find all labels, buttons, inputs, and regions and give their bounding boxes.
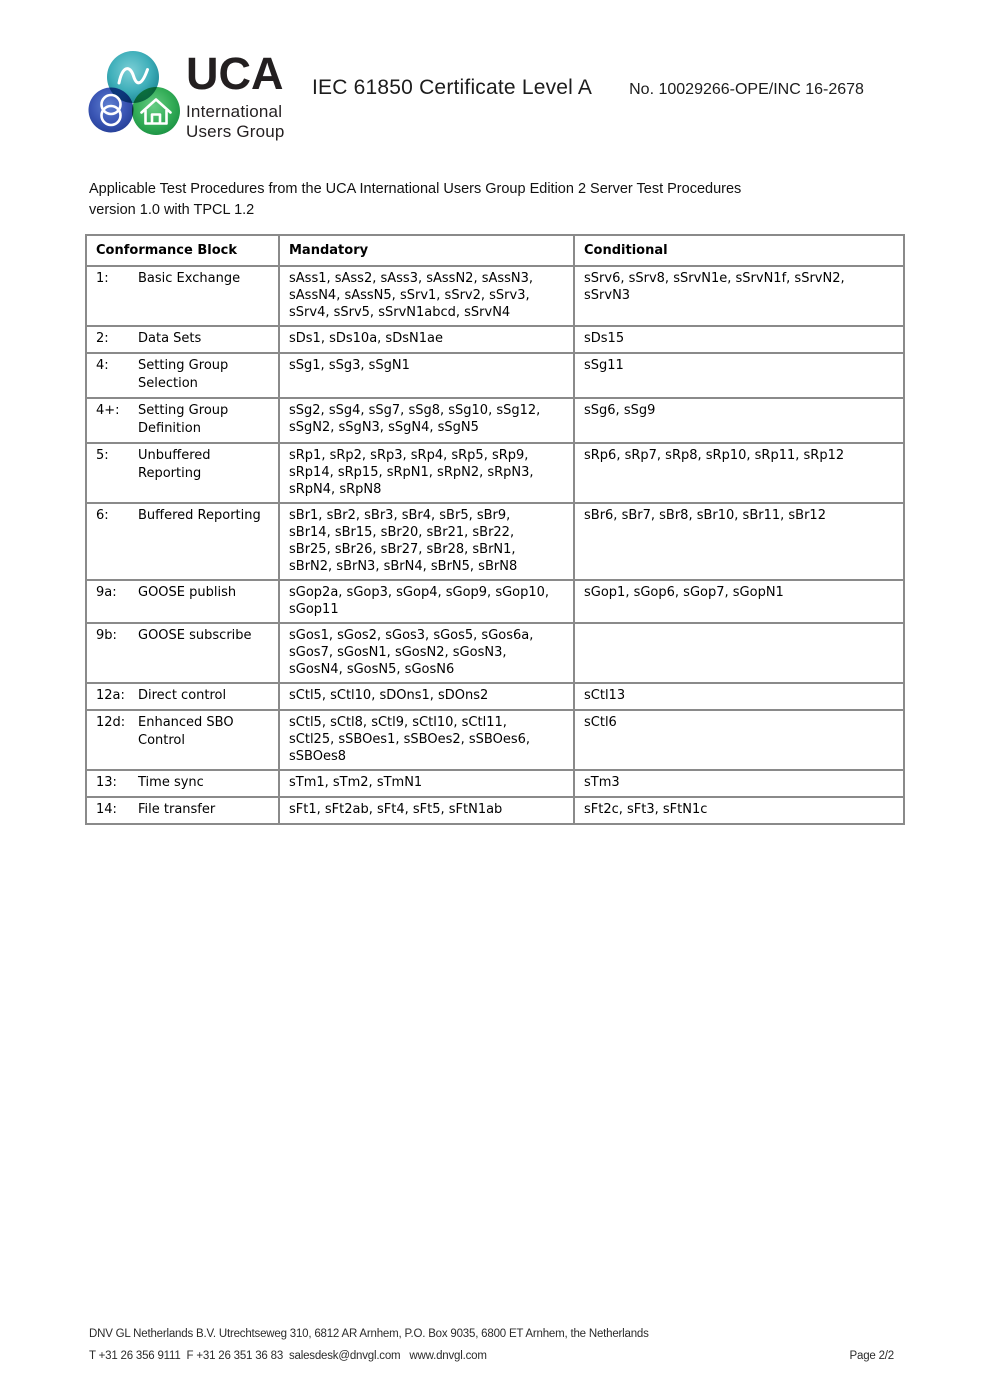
- header-mandatory: Mandatory: [279, 235, 574, 266]
- mandatory-cell: sAss1, sAss2, sAss3, sAssN2, sAssN3, sAssN4, sAssN5, sSrv1, sSrv2, sSrv3, sSrv4, sSrv5, sSrvN1abcd, sSrvN4: [279, 266, 574, 326]
- header-title-row: [312, 76, 864, 100]
- mandatory-cell: sTm1, sTm2, sTmN1: [279, 770, 574, 797]
- conformance-block-cell: [86, 326, 279, 353]
- brand-org-line2: Users Group: [186, 122, 285, 141]
- block-label: Direct control: [138, 688, 227, 703]
- block-label: GOOSE subscribe: [138, 628, 252, 643]
- table-row: [86, 710, 904, 770]
- conformance-block-cell: [86, 797, 279, 824]
- block-number: 12a:: [96, 688, 125, 703]
- conformance-block-cell: [86, 580, 279, 623]
- block-label: Basic Exchange: [138, 271, 241, 286]
- conditional-cell: sSrv6, sSrv8, sSrvN1e, sSrvN1f, sSrvN2, sSrvN3: [574, 266, 904, 326]
- mandatory-cell: sCtl5, sCtl10, sDOns1, sDOns2: [279, 683, 574, 710]
- block-label: Setting Group Definition: [138, 403, 229, 436]
- certificate-number: No. 10029266-OPE/INC 16-2678: [629, 81, 864, 98]
- block-label: Buffered Reporting: [138, 508, 261, 523]
- conditional-cell: sTm3: [574, 770, 904, 797]
- conformance-block-cell: [86, 623, 279, 683]
- page-title: IEC 61850 Certificate Level A: [312, 76, 593, 99]
- block-number: 13:: [96, 775, 117, 790]
- table-header-row: [86, 235, 904, 266]
- block-number: 2:: [96, 331, 109, 346]
- mandatory-cell: sGos1, sGos2, sGos3, sGos5, sGos6a, sGos7, sGosN1, sGosN2, sGosN3, sGosN4, sGosN5, sGosN6: [279, 623, 574, 683]
- brand-acronym: UCA: [186, 48, 284, 99]
- mandatory-cell: sFt1, sFt2ab, sFt4, sFt5, sFtN1ab: [279, 797, 574, 824]
- block-number: 5:: [96, 448, 109, 463]
- table-row: [86, 266, 904, 326]
- block-label: Enhanced SBO Control: [138, 715, 234, 748]
- mandatory-cell: sBr1, sBr2, sBr3, sBr4, sBr5, sBr9, sBr14, sBr15, sBr20, sBr21, sBr22, sBr25, sBr26, sBr27, sBr28, sBrN1, sBrN2, sBrN3, sBrN4, sBrN5, sBrN8: [279, 503, 574, 580]
- page-number: Page 2/2: [849, 1350, 894, 1362]
- table-row: [86, 326, 904, 353]
- conformance-block-cell: [86, 266, 279, 326]
- conformance-table: [85, 234, 905, 825]
- block-label: Setting Group Selection: [138, 358, 229, 391]
- block-label: File transfer: [138, 802, 216, 817]
- conformance-block-cell: [86, 353, 279, 398]
- conditional-cell: sBr6, sBr7, sBr8, sBr10, sBr11, sBr12: [574, 503, 904, 580]
- block-label: Time sync: [138, 775, 204, 790]
- conformance-block-cell: [86, 398, 279, 443]
- conditional-cell: sCtl13: [574, 683, 904, 710]
- block-label: Unbuffered Reporting: [138, 448, 211, 481]
- conditional-cell: sRp6, sRp7, sRp8, sRp10, sRp11, sRp12: [574, 443, 904, 503]
- conformance-block-cell: [86, 503, 279, 580]
- table-row: [86, 443, 904, 503]
- conformance-block-cell: [86, 710, 279, 770]
- conditional-cell: sGop1, sGop6, sGop7, sGopN1: [574, 580, 904, 623]
- conformance-table-body: [86, 266, 904, 824]
- brand-org-line1: International: [186, 102, 283, 121]
- uca-logo: [88, 48, 188, 148]
- conditional-cell: sFt2c, sFt3, sFtN1c: [574, 797, 904, 824]
- table-row: [86, 580, 904, 623]
- block-label: Data Sets: [138, 331, 202, 346]
- mandatory-cell: sRp1, sRp2, sRp3, sRp4, sRp5, sRp9, sRp14, sRp15, sRpN1, sRpN2, sRpN3, sRpN4, sRpN8: [279, 443, 574, 503]
- block-number: 4+:: [96, 403, 120, 418]
- block-number: 4:: [96, 358, 109, 373]
- intro-line2: version 1.0 with TPCL 1.2: [89, 202, 255, 218]
- block-number: 12d:: [96, 715, 126, 730]
- block-number: 6:: [96, 508, 109, 523]
- header-conformance-block: Conformance Block: [86, 235, 279, 266]
- mandatory-cell: sSg1, sSg3, sSgN1: [279, 353, 574, 398]
- intro-paragraph: [89, 179, 909, 221]
- block-label: GOOSE publish: [138, 585, 237, 600]
- block-number: 14:: [96, 802, 117, 817]
- table-row: [86, 503, 904, 580]
- table-row: [86, 398, 904, 443]
- header-conditional: Conditional: [574, 235, 904, 266]
- block-number: 9b:: [96, 628, 117, 643]
- block-number: 9a:: [96, 585, 117, 600]
- conformance-block-cell: [86, 770, 279, 797]
- conditional-cell: sSg6, sSg9: [574, 398, 904, 443]
- conditional-cell: sSg11: [574, 353, 904, 398]
- conformance-block-cell: [86, 683, 279, 710]
- mandatory-cell: sCtl5, sCtl8, sCtl9, sCtl10, sCtl11, sCtl25, sSBOes1, sSBOes2, sSBOes6, sSBOes8: [279, 710, 574, 770]
- mandatory-cell: sGop2a, sGop3, sGop4, sGop9, sGop10, sGop11: [279, 580, 574, 623]
- conditional-cell: sCtl6: [574, 710, 904, 770]
- conformance-block-cell: [86, 443, 279, 503]
- uca-wordmark: [186, 48, 285, 142]
- conditional-cell: [574, 623, 904, 683]
- intro-line1: Applicable Test Procedures from the UCA International Users Group Edition 2 Server Test Procedures: [89, 181, 742, 197]
- table-row: [86, 353, 904, 398]
- mandatory-cell: sDs1, sDs10a, sDsN1ae: [279, 326, 574, 353]
- table-row: [86, 623, 904, 683]
- conditional-cell: sDs15: [574, 326, 904, 353]
- table-row: [86, 683, 904, 710]
- mandatory-cell: sSg2, sSg4, sSg7, sSg8, sSg10, sSg12, sSgN2, sSgN3, sSgN4, sSgN5: [279, 398, 574, 443]
- uca-logo-circles-icon: [88, 48, 188, 148]
- page-footer: [89, 1326, 894, 1364]
- block-number: 1:: [96, 271, 109, 286]
- footer-address: DNV GL Netherlands B.V. Utrechtseweg 310, 6812 AR Arnhem, P.O. Box 9035, 6800 ET Arnhem, the Netherlands: [89, 1328, 649, 1340]
- green-circle: [132, 87, 180, 135]
- table-row: [86, 770, 904, 797]
- table-row: [86, 797, 904, 824]
- footer-contact: T +31 26 356 9111 F +31 26 351 36 83 salesdesk@dnvgl.com www.dnvgl.com: [89, 1350, 487, 1362]
